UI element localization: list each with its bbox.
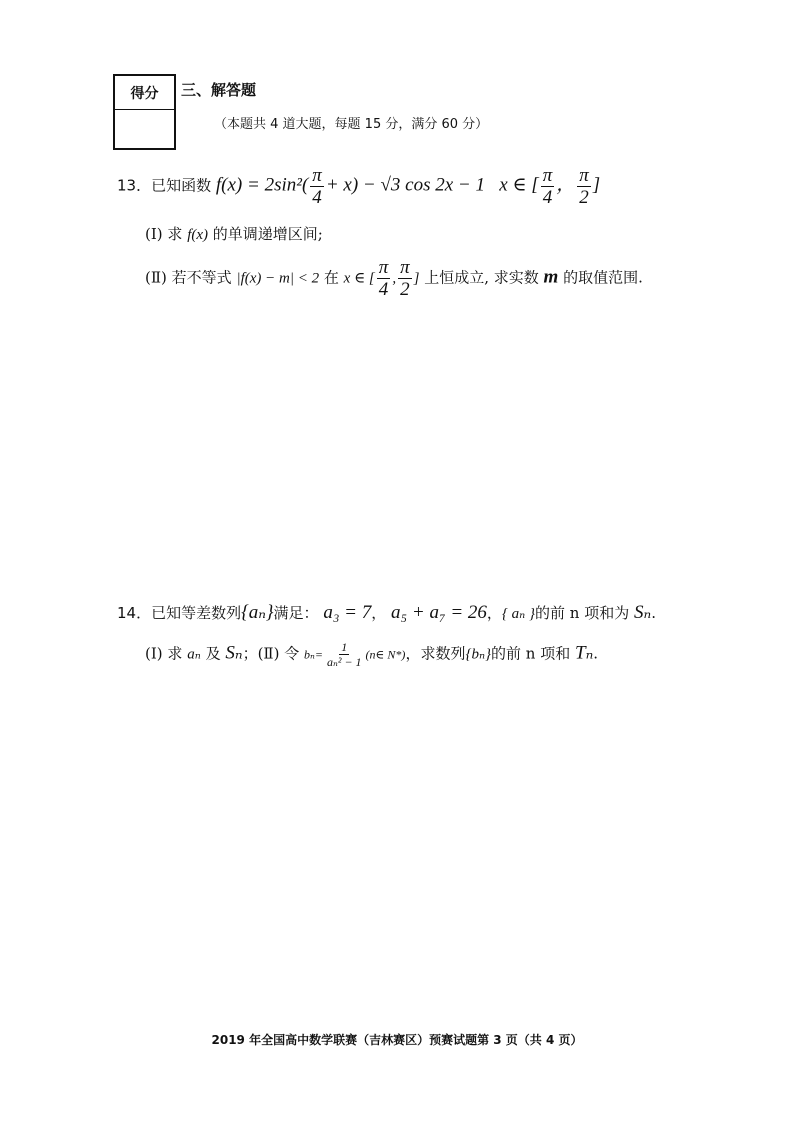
q13-part2-m: m <box>543 266 559 288</box>
q13-number: 13． <box>117 176 152 195</box>
q13-part2-suffix: 上恒成立, 求实数 <box>424 268 539 287</box>
q13-close: ] <box>592 174 601 196</box>
q13-part1-suffix: 的单调递增区间; <box>212 225 323 243</box>
q13-part2-close: ] <box>413 270 420 287</box>
q14-seq: {aₙ} <box>241 602 274 623</box>
q14-an: aₙ <box>187 646 201 663</box>
q14-sn2: Sₙ <box>225 642 243 664</box>
q14-parts <box>145 641 598 668</box>
score-label: 得分 <box>115 76 174 110</box>
q13-part2-lo: $\frac{\pi}{4}$ <box>378 257 389 300</box>
q13-part2-x: x ∈ [ <box>343 270 375 287</box>
q14-bseq: {bₙ} <box>465 646 492 663</box>
q14-lead: 已知等差数列 <box>151 604 242 622</box>
section-note: （本题共 4 道大题，每题 15 分，满分 60 分） <box>214 117 489 132</box>
section-title: 三、解答题 <box>181 81 257 99</box>
q13-part2-end: 的取值范围. <box>563 268 643 287</box>
q13-domain: x ∈ [ <box>499 174 539 196</box>
q14-satisfy: 满足： <box>273 604 319 622</box>
q14-sep: ， <box>371 604 387 622</box>
q13-statement <box>117 166 600 207</box>
page-footer: 2019 年全国高中数学联赛（吉林赛区）预赛试题第 3 页（共 4 页） <box>211 1033 583 1047</box>
q13-domain-hi: $\frac{\pi}{2}$ <box>579 165 589 208</box>
q14-cond: (n∈ N*) <box>365 647 406 662</box>
q14-tn: Tₙ <box>575 642 594 664</box>
q14-sep2: ， <box>486 604 502 622</box>
q14-eq2: a₅ + a₇ = 26 <box>391 602 487 623</box>
q13-formula-b: + x) − √3 cos 2x − 1 <box>325 174 485 196</box>
q13-part1-math: f(x) <box>187 227 209 243</box>
q13-lead: 已知函数 <box>151 176 212 195</box>
q14-end: . <box>593 644 599 663</box>
q14-sn: Sₙ <box>633 602 652 623</box>
q14-bn: bₙ= <box>304 647 323 662</box>
q14-and: 及 <box>205 644 221 663</box>
q14-sum-text: 的前 n 项和为 <box>535 604 630 622</box>
q13-part2-hi: $\frac{\pi}{2}$ <box>400 257 410 300</box>
q13-part2 <box>145 258 643 299</box>
q13-part2-ineq: |f(x) − m| < 2 <box>236 270 320 287</box>
score-box <box>113 74 176 150</box>
q14-bn-frac: $\frac{1}{\text{aₙ² − 1}}$ <box>326 640 362 669</box>
q14-seq2: { aₙ } <box>501 606 535 622</box>
q14-period: . <box>651 604 656 622</box>
q14-p2b: ，求数列 <box>405 644 466 663</box>
q14-number: 14． <box>117 604 152 622</box>
q13-part1-prefix: (Ⅰ) 求 <box>145 225 183 243</box>
q13-part2-prefix: (Ⅱ) 若不等式 <box>145 268 232 287</box>
q14-eq1: a₃ = 7 <box>323 602 372 623</box>
q14-statement <box>117 601 656 624</box>
q13-part2-in: 在 <box>323 268 339 287</box>
q14-p2c: 的前 n 项和 <box>491 644 571 663</box>
q13-frac-pi-4: $\frac{\pi}{4}$ <box>312 165 322 208</box>
q13-formula-a: f(x) = 2sin²( <box>215 174 309 196</box>
q13-part2-comma: , <box>392 270 397 287</box>
q14-p2: ；(Ⅱ) 令 <box>242 644 300 663</box>
q13-comma: ， <box>556 174 576 196</box>
q14-p1: (Ⅰ) 求 <box>145 644 183 663</box>
score-blank-cell <box>115 110 174 148</box>
q13-domain-lo: $\frac{\pi}{4}$ <box>542 165 553 208</box>
q13-part1 <box>145 223 323 244</box>
